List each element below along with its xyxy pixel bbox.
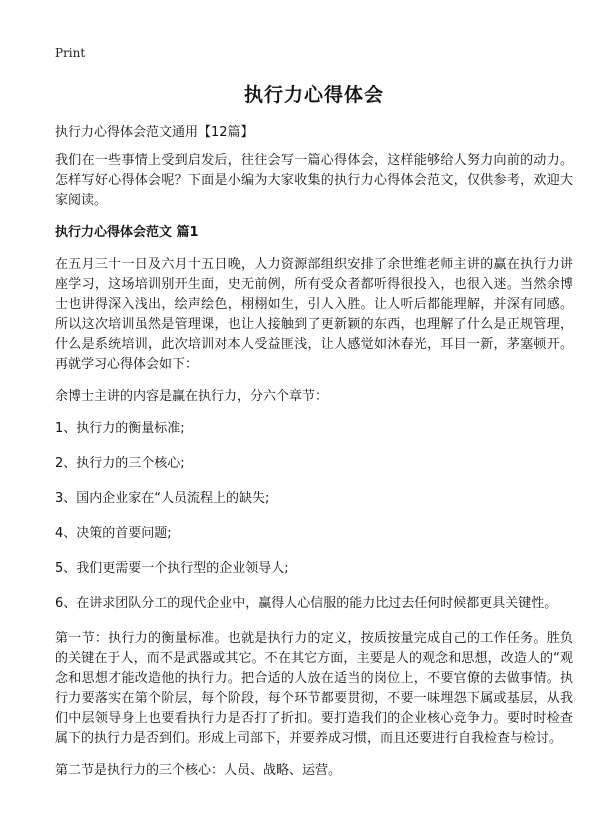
document-title: 执行力心得体会 — [243, 84, 384, 106]
list-item: 3、国内企业家在“人员流程上的缺失; — [55, 491, 270, 506]
document-body — [55, 151, 573, 793]
list-item: 1、执行力的衡量标准; — [55, 421, 185, 436]
list-item: 4、决策的首要问题; — [55, 526, 172, 541]
section-heading: 执行力心得体会范文 篇1 — [55, 225, 199, 240]
body-paragraph: 第二节是执行力的三个核心：人员、战略、运营。 — [55, 763, 342, 778]
list-item: 2、执行力的三个核心; — [55, 456, 185, 471]
list-item: 5、我们更需要一个执行型的企业领导人; — [55, 561, 289, 576]
body-paragraph: 余博士主讲的内容是赢在执行力，分六个章节： — [55, 389, 329, 404]
body-paragraph: 在五月三十一日及六月十五日晚，人力资源部组织安排了余世维老师主讲的赢在执行力讲座学习，这场培训别开生面，史无前例，所有受众者都听得很投入，也很入迷。当然余博士也讲得深入浅出，绘声绘色，栩栩如生，引人入胜。让人听后都能理解，并深有同感。所以这次培训虽然是管理课，也让人接触到了更新颖的东西，也理解了什么是正规管理，什么是系统培训，此次培训对本人受益匪浅，让人感觉如沐春光，耳目一新，茅塞顿开。再就学习心得体会如下： — [55, 257, 573, 372]
print-label: Print — [55, 46, 86, 60]
body-paragraph: 第一节：执行力的衡量标准。也就是执行力的定义，按质按量完成自己的工作任务。胜负的关键在于人，而不是武器或其它。不在其它方面，主要是人的观念和思想，改造人的“观念和思想才能改造他的执行力。把合适的人放在适当的岗位上，不要官僚的去做事情。执行力要落实在第个阶层，每个阶段，每个环节都要贯彻，不要一味埋怨下属或基层，从我们中层领导身上也要看执行力是否打了折扣。要打造我们的企业核心竞争力。要时时检查属下的执行力是否到们。形成上司部下，并要养成习惯，而且还要进行自我检查与检讨。 — [55, 631, 573, 746]
document-subtitle: 执行力心得体会范文通用【12篇】 — [55, 125, 254, 140]
intro-paragraph: 我们在一些事情上受到启发后，往往会写一篇心得体会，这样能够给人努力向前的动力。怎样写好心得体会呢？下面是小编为大家收集的执行力心得体会范文，仅供参考，欢迎大家阅读。 — [55, 153, 573, 208]
list-item: 6、在讲求团队分工的现代企业中，赢得人心信服的能力比过去任何时候都更具关键性。 — [55, 596, 558, 611]
